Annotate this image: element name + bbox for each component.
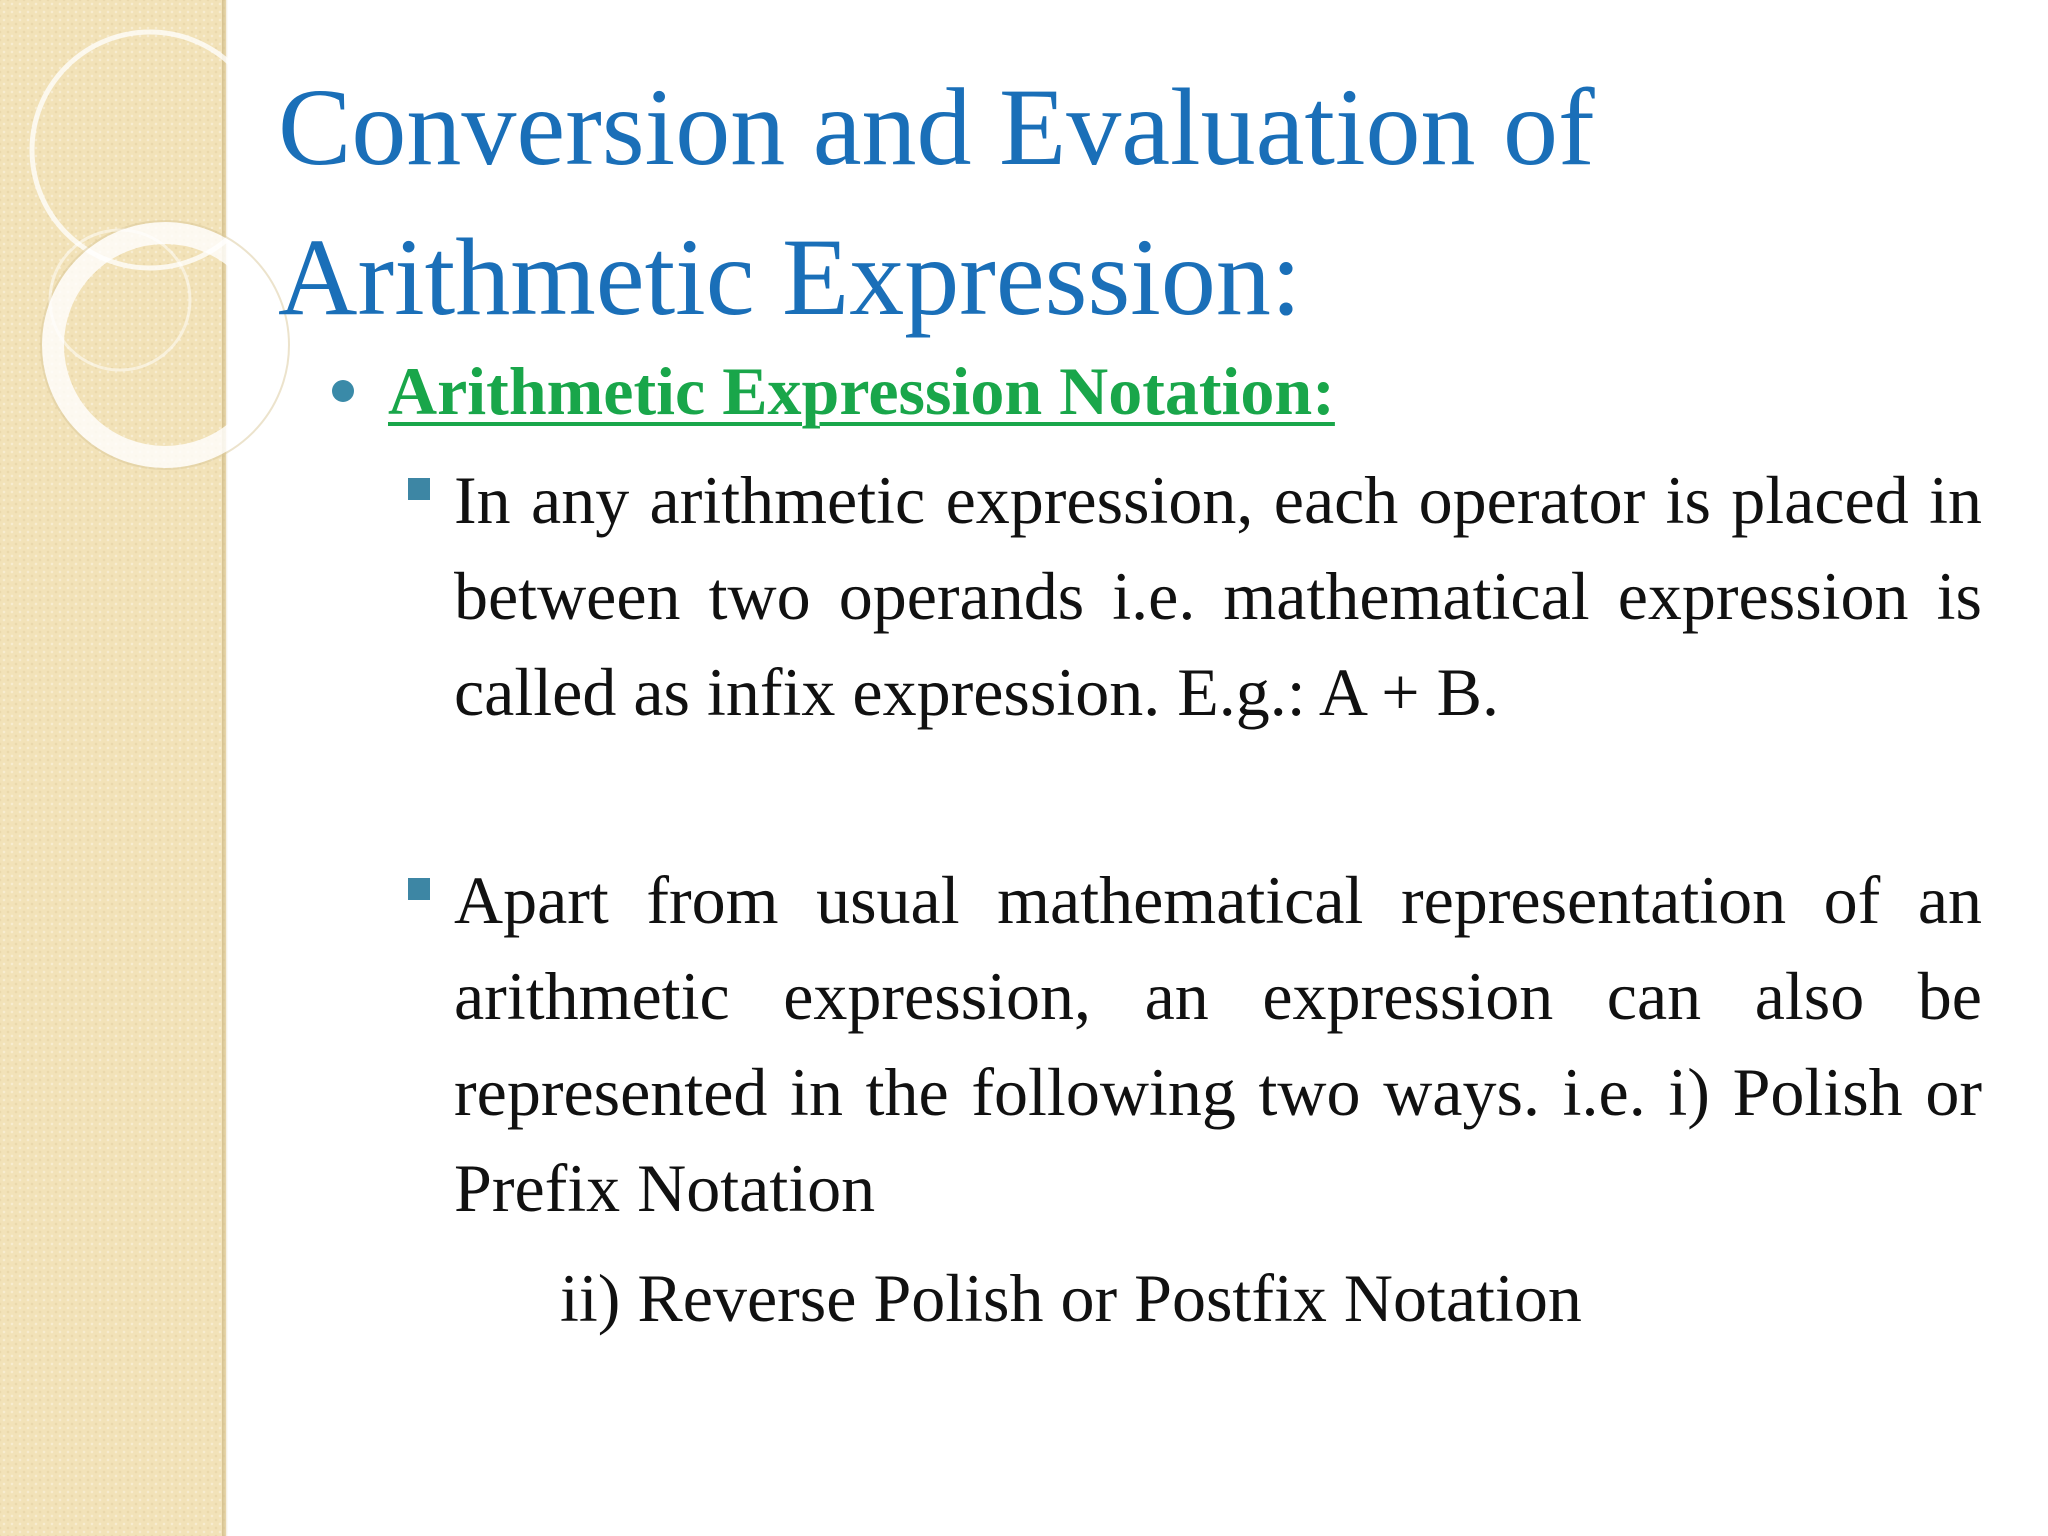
title-line-1: Conversion and Evaluation of bbox=[278, 66, 1595, 188]
bullet-text: Apart from usual mathematical representation of an arithmetic expression, an expression can also be represented in the following two ways. i.e. i) Polish or Prefix Notation bbox=[454, 862, 1982, 1226]
slide-title bbox=[278, 52, 1978, 352]
section-heading-row bbox=[332, 346, 1335, 436]
decorative-rings-icon bbox=[0, 0, 300, 520]
bullet-text: In any arithmetic expression, each operator is placed in between two operands i.e. mathematical expression is called as infix expression. E.g.: A + B. bbox=[454, 462, 1982, 730]
square-bullet-icon bbox=[408, 478, 430, 500]
title-line-2: Arithmetic Expression: bbox=[278, 216, 1302, 338]
square-bullet-icon bbox=[408, 878, 430, 900]
round-bullet-icon bbox=[332, 380, 354, 402]
bullet-item-infix bbox=[408, 452, 1982, 842]
section-heading: Arithmetic Expression Notation: bbox=[388, 352, 1335, 429]
sub-item-postfix: ii) Reverse Polish or Postfix Notation bbox=[560, 1260, 1582, 1336]
bullet-item-notations bbox=[408, 852, 1982, 1252]
